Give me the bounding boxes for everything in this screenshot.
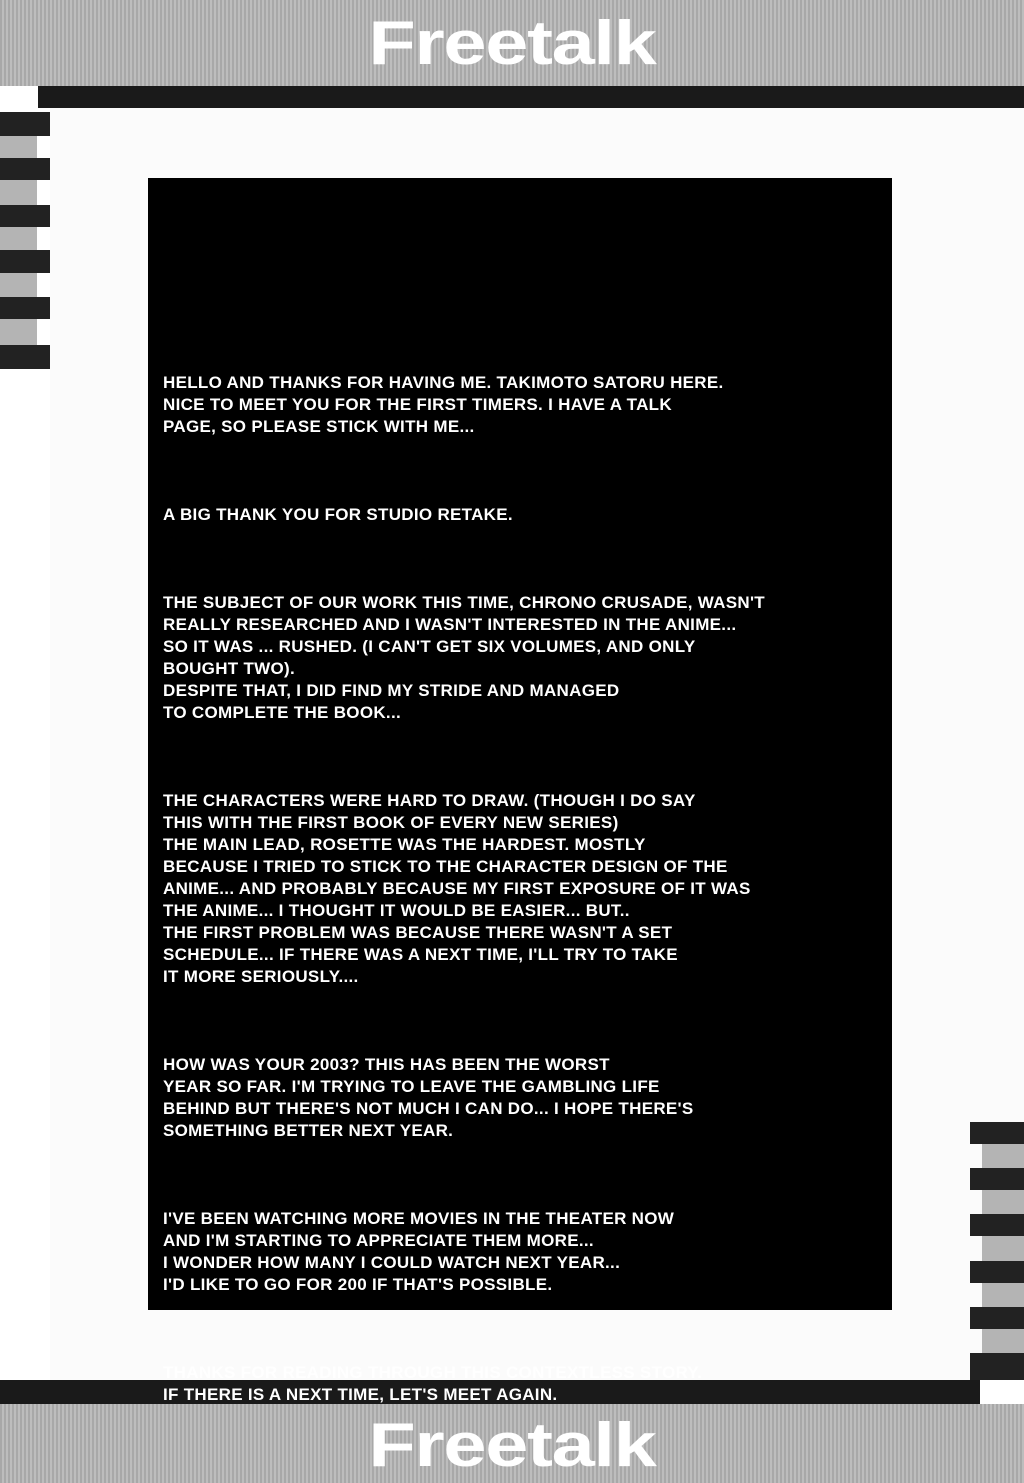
stripe [0, 227, 37, 250]
stripe [0, 180, 37, 205]
top-divider-bar [38, 86, 1024, 108]
stripe [982, 1283, 1024, 1307]
stripe [970, 1214, 1024, 1236]
paragraph: A BIG THANK YOU FOR STUDIO RETAKE. [163, 505, 513, 524]
freetalk-text [163, 328, 883, 1472]
stripe [970, 1307, 1024, 1329]
paragraph: I'VE BEEN WATCHING MORE MOVIES IN THE THEATER NOW AND I'M STARTING TO APPRECIATE THEM MORE... I WONDER HOW MANY I COULD WATCH NEXT YEAR... I'D LIKE TO GO FOR 200 IF THAT'S POSSIBLE. [163, 1209, 675, 1294]
paragraph: HELLO AND THANKS FOR HAVING ME. TAKIMOTO SATORU HERE. NICE TO MEET YOU FOR THE FIRST TIMERS. I HAVE A TALK PAGE, SO PLEASE STICK WITH ME... [163, 373, 724, 436]
stripe [982, 1236, 1024, 1261]
stripe [0, 345, 50, 369]
stripe [982, 1190, 1024, 1214]
stripe [970, 1353, 1024, 1380]
page-title: Freetalk [368, 9, 656, 78]
header-banner [0, 0, 1024, 86]
paragraph: THE CHARACTERS WERE HARD TO DRAW. (THOUGH I DO SAY THIS WITH THE FIRST BOOK OF EVERY NEW SERIES) THE MAIN LEAD, ROSETTE WAS THE HARDEST. MOSTLY BECAUSE I TRIED TO STICK TO THE CHARACTER DESIGN OF THE ANIME... AND PROBABLY BECAUSE MY FIRST EXPOSURE OF IT WAS THE ANIME... I THOUGHT IT WOULD BE EASIER... BUT.. THE FIRST PROBLEM WAS BECAUSE THERE WASN'T A SET SCHEDULE... IF THERE WAS A NEXT TIME, I'LL TRY TO TAKE IT MORE SERIOUSLY.... [163, 791, 751, 986]
stripe [970, 1168, 1024, 1190]
paragraph: HOW WAS YOUR 2003? THIS HAS BEEN THE WORST YEAR SO FAR. I'M TRYING TO LEAVE THE GAMBLING LIFE BEHIND BUT THERE'S NOT MUCH I CAN DO... I HOPE THERE'S SOMETHING BETTER NEXT YEAR. [163, 1055, 694, 1140]
paragraph: THANKS FOR READING THROUGH THIS CONTEXTLESS STORY. IF THERE IS A NEXT TIME, LET'S MEET AGAIN. [163, 1363, 703, 1404]
stripe [0, 112, 50, 136]
stripe [0, 250, 50, 273]
stripe [982, 1329, 1024, 1353]
stripe [970, 1122, 1024, 1144]
stripe [982, 1144, 1024, 1168]
stripe [0, 273, 37, 297]
stripe [0, 158, 50, 180]
paragraph: THE SUBJECT OF OUR WORK THIS TIME, CHRONO CRUSADE, WASN'T REALLY RESEARCHED AND I WASN'T INTERESTED IN THE ANIME... SO IT WAS ... RUSHED. (I CAN'T GET SIX VOLUMES, AND ONLY BOUGHT TWO). DESPITE THAT, I DID FIND MY STRIDE AND MANAGED TO COMPLETE THE BOOK... [163, 593, 765, 722]
stripe [0, 297, 50, 319]
stripe [0, 136, 37, 158]
footer-title: Freetalk [368, 1411, 656, 1480]
text-box [148, 178, 892, 1404]
stripe [0, 205, 50, 227]
stripe [0, 319, 37, 345]
stripe [970, 1261, 1024, 1283]
